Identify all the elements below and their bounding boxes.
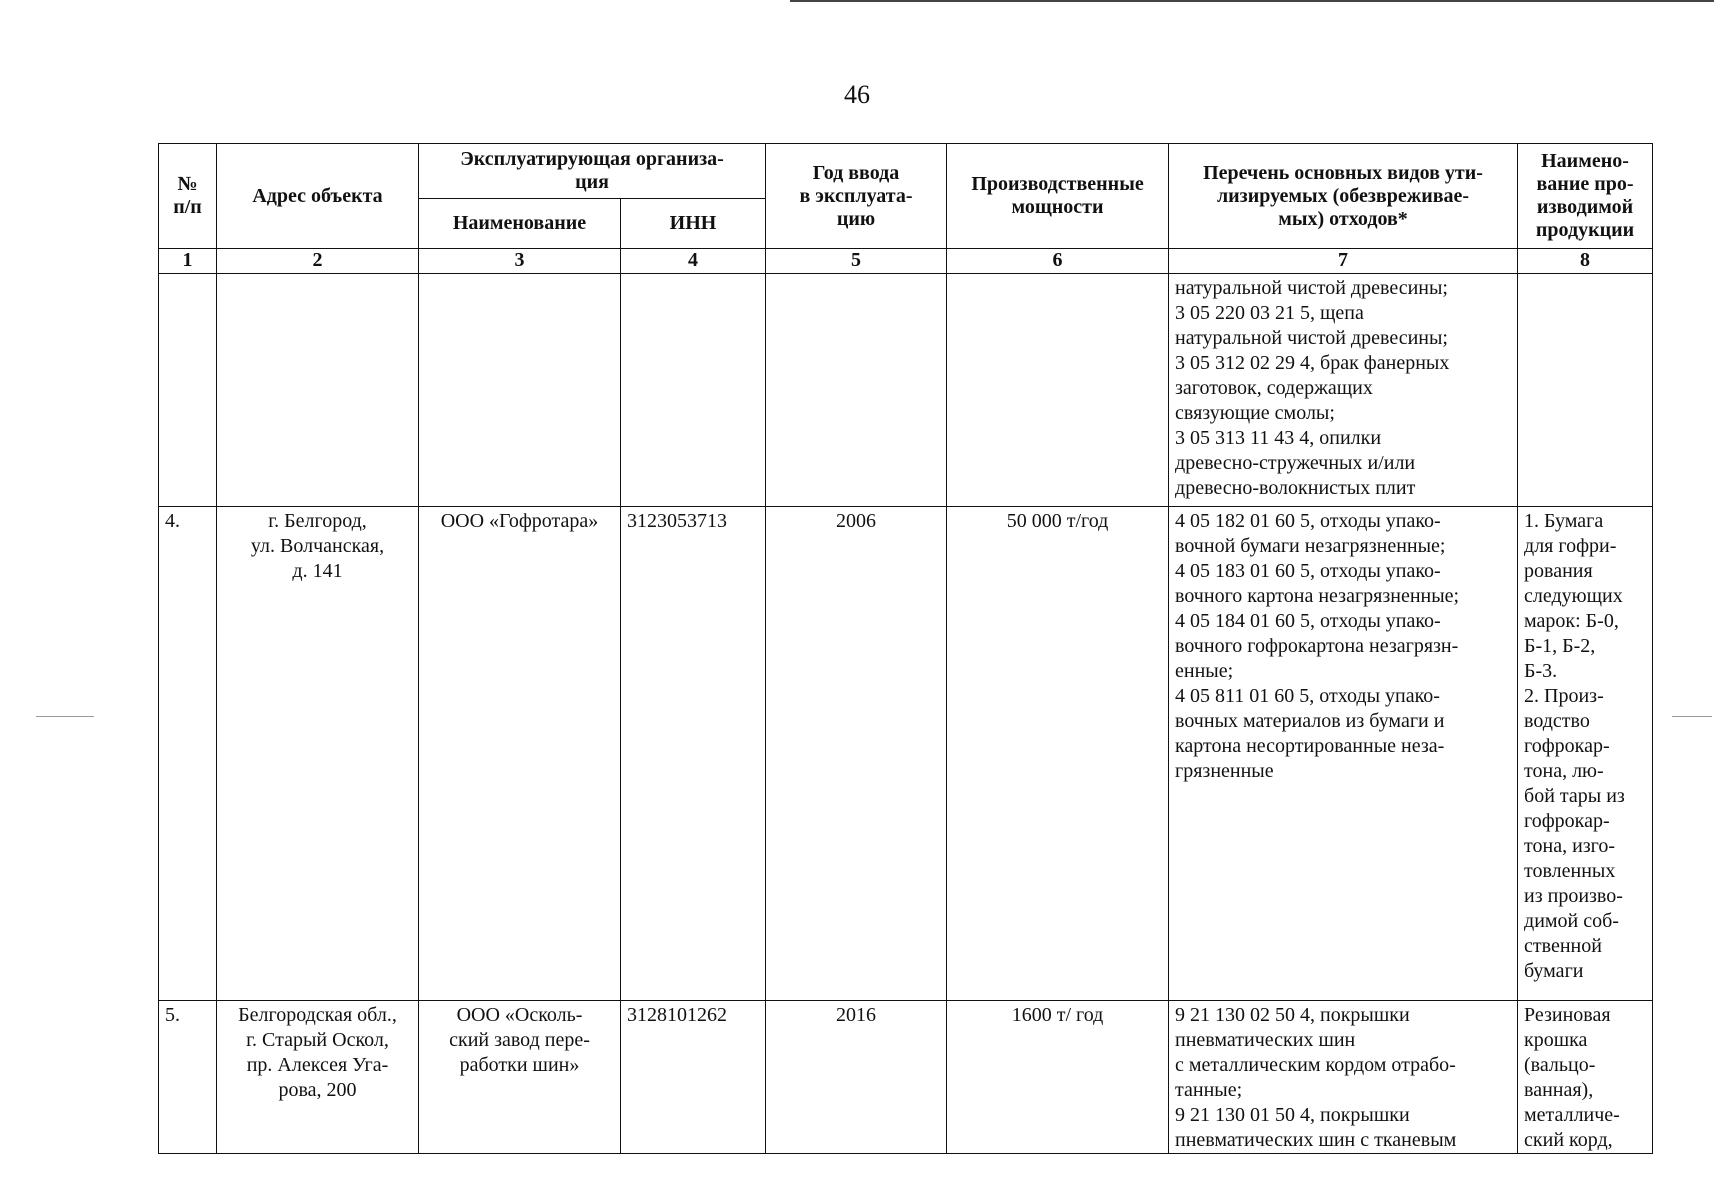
row-inn: [621, 274, 766, 507]
row-products: [1518, 274, 1653, 507]
header-row-1: [159, 144, 1653, 199]
column-number: 2: [217, 249, 419, 274]
row-num: 5.: [159, 1001, 217, 1154]
row-year: 2016: [766, 1001, 947, 1154]
row-org-name: ООО «Гофротара»: [419, 507, 621, 1001]
header-operating-org: Эксплуатирующая организа- ция: [419, 144, 766, 199]
column-number-row: [159, 249, 1653, 274]
row-capacity: [947, 274, 1169, 507]
row-products: Резиновая крошка (вальцо- ванная), металличе- ский корд,: [1518, 1001, 1653, 1154]
waste-facilities-table: [158, 143, 1653, 1154]
row-year: 2006: [766, 507, 947, 1001]
right-margin-mark: [1672, 716, 1712, 717]
row-org-name: ООО «Осколь- ский завод пере- работки шин»: [419, 1001, 621, 1154]
row-address: [217, 274, 419, 507]
row-waste-types: 4 05 182 01 60 5, отходы упако- вочной бумаги незагрязненные; 4 05 183 01 60 5, отходы упако- вочного картона незагрязненные; 4 05 184 01 60 5, отходы упако- вочного гофрокартона незагрязн- енные; 4 05 811 01 60 5, отходы упако- вочных материалов из бумаги и картона несортированные неза- грязненные: [1169, 507, 1518, 1001]
row-address: г. Белгород, ул. Волчанская, д. 141: [217, 507, 419, 1001]
header-org-name: Наименование: [419, 199, 621, 249]
row-capacity: 1600 т/ год: [947, 1001, 1169, 1154]
table-row: [159, 507, 1653, 1001]
column-number: 1: [159, 249, 217, 274]
column-number: 7: [1169, 249, 1518, 274]
row-inn: 3123053713: [621, 507, 766, 1001]
header-org-inn: ИНН: [621, 199, 766, 249]
top-border-line: [790, 0, 1714, 2]
row-capacity: 50 000 т/год: [947, 507, 1169, 1001]
table-row: [159, 274, 1653, 507]
page-number: 46: [844, 80, 870, 109]
header-year: Год ввода в эксплуата- цию: [766, 144, 947, 249]
row-address: Белгородская обл., г. Старый Оскол, пр. Алексея Уга- рова, 200: [217, 1001, 419, 1154]
column-number: 3: [419, 249, 621, 274]
header-waste-types: Перечень основных видов ути- лизируемых (обезвреживае- мых) отходов*: [1169, 144, 1518, 249]
column-number: 4: [621, 249, 766, 274]
row-year: [766, 274, 947, 507]
header-capacity: Производственные мощности: [947, 144, 1169, 249]
row-inn: 3128101262: [621, 1001, 766, 1154]
column-number: 8: [1518, 249, 1653, 274]
header-num: № п/п: [159, 144, 217, 249]
row-waste-types: натуральной чистой древесины; 3 05 220 03 21 5, щепа натуральной чистой древесины; 3 05 312 02 29 4, брак фанерных заготовок, содержащих связующие смолы; 3 05 313 11 43 4, опилки древесно-стружечных и/или древесно-волокнистых плит: [1169, 274, 1518, 507]
row-waste-types: 9 21 130 02 50 4, покрышки пневматических шин с металлическим кордом отрабо- танные; 9 21 130 01 50 4, покрышки пневматических шин с тканевым: [1169, 1001, 1518, 1154]
row-products: 1. Бумага для гофри- рования следующих марок: Б-0, Б-1, Б-2, Б-3. 2. Произ- водство гофрокар- тона, лю- бой тары из гофрокар- тона, изго- товленных из произво- димой соб- ственной бумаги: [1518, 507, 1653, 1001]
row-num: 4.: [159, 507, 217, 1001]
column-number: 5: [766, 249, 947, 274]
row-org-name: [419, 274, 621, 507]
header-address: Адрес объекта: [217, 144, 419, 249]
header-products: Наимено- вание про- изводимой продукции: [1518, 144, 1653, 249]
left-margin-mark: [36, 716, 94, 717]
table-row: [159, 1001, 1653, 1154]
row-num: [159, 274, 217, 507]
column-number: 6: [947, 249, 1169, 274]
